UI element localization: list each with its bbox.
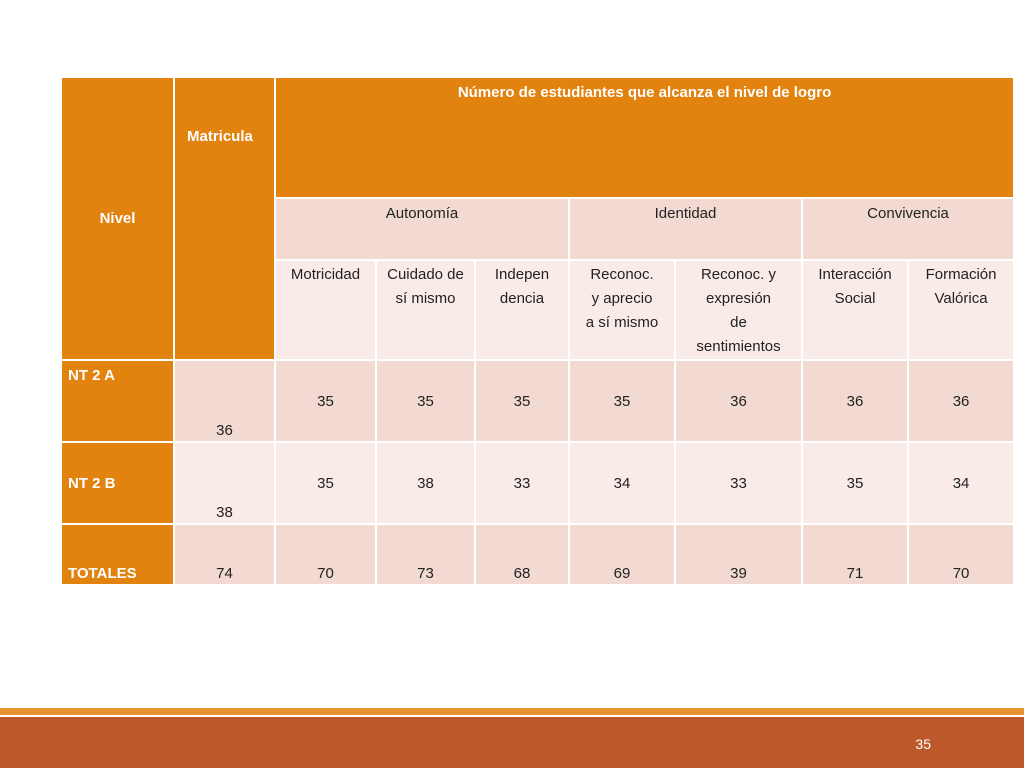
group-autonomia: Autonomía (275, 198, 569, 260)
value-cell: 35 (802, 442, 908, 524)
value-cell: 70 (275, 524, 376, 585)
value-cell: 33 (475, 442, 569, 524)
page-number: 35 (915, 736, 931, 752)
row-label: NT 2 A (61, 360, 174, 442)
matricula-cell: 74 (174, 524, 275, 585)
value-cell: 36 (802, 360, 908, 442)
table-row (61, 442, 1014, 524)
value-cell: 33 (675, 442, 802, 524)
value-cell: 68 (475, 524, 569, 585)
group-convivencia: Convivencia (802, 198, 1014, 260)
subheader-motricidad: Motricidad (275, 260, 376, 360)
subheader-independencia: Indepen dencia (475, 260, 569, 360)
value-cell: 35 (569, 360, 675, 442)
value-cell: 73 (376, 524, 475, 585)
value-cell: 36 (908, 360, 1014, 442)
value-cell: 35 (475, 360, 569, 442)
subheader-reconoc-expresion: Reconoc. y expresión de sentimientos (675, 260, 802, 360)
header-nivel: Nivel (61, 77, 174, 360)
table-row (61, 524, 1014, 585)
subheader-reconoc-aprecio: Reconoc. y aprecio a sí mismo (569, 260, 675, 360)
value-cell: 35 (275, 442, 376, 524)
row-label: NT 2 B (61, 442, 174, 524)
subheader-interaccion: Interacción Social (802, 260, 908, 360)
value-cell: 70 (908, 524, 1014, 585)
value-cell: 69 (569, 524, 675, 585)
value-cell: 39 (675, 524, 802, 585)
value-cell: 34 (908, 442, 1014, 524)
footer-accent-line (0, 708, 1024, 715)
matricula-cell: 38 (174, 442, 275, 524)
value-cell: 36 (675, 360, 802, 442)
value-cell: 34 (569, 442, 675, 524)
row-label-totales: TOTALES (61, 524, 174, 585)
group-identidad: Identidad (569, 198, 802, 260)
value-cell: 35 (275, 360, 376, 442)
subheader-cuidado: Cuidado de sí mismo (376, 260, 475, 360)
matricula-cell: 36 (174, 360, 275, 442)
subheader-formacion: Formación Valórica (908, 260, 1014, 360)
achievement-table (60, 76, 1015, 586)
value-cell: 35 (376, 360, 475, 442)
value-cell: 71 (802, 524, 908, 585)
header-matricula: Matricula (174, 77, 275, 360)
footer-bar (0, 717, 1024, 768)
table-row (61, 360, 1014, 442)
header-main-title: Número de estudiantes que alcanza el nivel de logro (275, 77, 1014, 198)
value-cell: 38 (376, 442, 475, 524)
